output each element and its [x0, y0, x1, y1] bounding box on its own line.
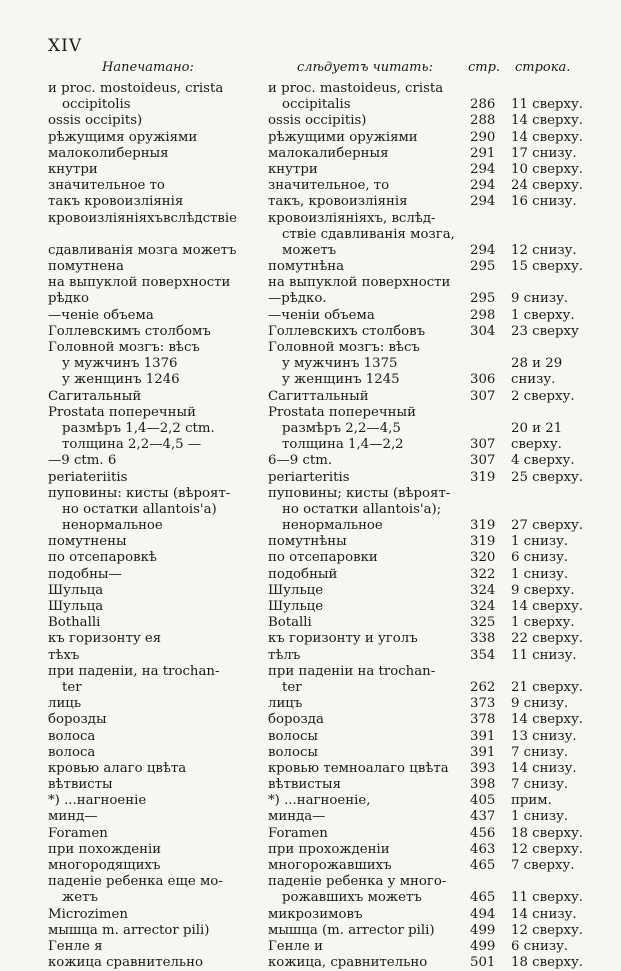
errata-row	[48, 567, 598, 583]
printed-text: лиць	[48, 696, 82, 712]
errata-row	[48, 291, 598, 307]
errata-row	[48, 162, 598, 178]
correct-text: рожавшихъ можетъ	[282, 890, 422, 906]
errata-row	[48, 680, 598, 696]
printed-text: пуповины: кисты (вѣроят-	[48, 485, 231, 501]
errata-row	[48, 842, 598, 858]
correct-text: мышца (m. arrector pili)	[268, 922, 435, 938]
correct-text: 6—9 ctm.	[268, 453, 333, 469]
correct-text: ненормальное	[282, 518, 383, 534]
printed-text: значительное то	[48, 178, 165, 194]
correct-text: Prostata поперечный	[268, 404, 416, 420]
correct-text: и proc. mastoideus, crista	[268, 81, 444, 96]
errata-row	[48, 502, 598, 518]
printed-text: паденіе ребенка еще мо-	[48, 874, 223, 890]
page-ref: 324	[470, 599, 496, 614]
page-ref: 398	[470, 777, 496, 793]
page-ref: 499	[470, 922, 496, 938]
errata-row	[48, 939, 598, 955]
line-ref: 9 снизу.	[511, 291, 569, 307]
page-ref: 262	[470, 679, 496, 695]
page-ref: 319	[470, 534, 496, 550]
correct-text: минда—	[268, 809, 326, 825]
errata-row	[48, 97, 598, 113]
page-ref: 338	[470, 631, 496, 647]
printed-text: ossis occipits)	[48, 113, 143, 129]
errata-row	[48, 518, 598, 534]
errata-row	[48, 631, 598, 647]
printed-text: минд—	[48, 809, 98, 825]
line-ref: 11 снизу.	[511, 647, 577, 663]
line-ref: 16 снизу.	[511, 194, 577, 210]
errata-row	[48, 858, 598, 874]
printed-text: occipitolis	[62, 97, 131, 113]
printed-text: *) ...нагноеніе	[48, 793, 147, 809]
errata-row	[48, 729, 598, 745]
line-ref: 24 сверху.	[511, 178, 584, 194]
page-ref: 325	[470, 615, 496, 631]
correct-text: periarteritis	[268, 469, 350, 485]
correct-text: микрозимовъ	[268, 906, 363, 922]
page-ref: 391	[470, 728, 496, 744]
correct-text: на выпуклой поверхности	[268, 275, 451, 291]
line-ref: 12 сверху.	[511, 922, 584, 938]
correct-text: кожица, сравнительно	[268, 955, 428, 971]
page-ref: 319	[470, 518, 496, 534]
correct-text: кнутри	[268, 161, 318, 177]
page-ref: 405	[470, 793, 496, 809]
printed-text: рѣдко	[48, 291, 90, 307]
printed-text: при похожденiи	[48, 841, 162, 857]
header-line: строка.	[515, 60, 571, 75]
errata-row	[48, 874, 598, 890]
printed-text: Генле я	[48, 938, 103, 954]
correct-text: многорожавшихъ	[268, 858, 392, 873]
line-ref: снизу.	[511, 372, 556, 388]
printed-text: малоколиберныя	[48, 145, 169, 161]
errata-row	[48, 955, 598, 971]
printed-text: помутнены	[48, 534, 127, 550]
line-ref: 20 и 21	[511, 420, 563, 436]
line-ref: 15 сверху.	[511, 259, 584, 275]
errata-row	[48, 372, 598, 388]
printed-text: Головной мозгъ: вѣсъ	[48, 340, 200, 355]
errata-row	[48, 421, 598, 437]
line-ref: 4 сверху.	[511, 453, 575, 469]
page-ref: 373	[470, 696, 496, 712]
correct-text: Сагиттальный	[268, 388, 369, 404]
correct-text: *) ...нагноеніе,	[268, 793, 371, 809]
errata-row	[48, 696, 598, 712]
errata-row	[48, 146, 598, 162]
line-ref: прим.	[511, 793, 552, 809]
line-ref: 1 сверху.	[511, 615, 575, 631]
page-ref: 465	[470, 890, 496, 906]
errata-row	[48, 664, 598, 680]
line-ref: 23 сверху	[511, 323, 579, 339]
page-ref: 307	[470, 453, 496, 469]
line-ref: 6 снизу.	[511, 938, 569, 954]
line-ref: 1 снизу.	[511, 566, 569, 582]
correct-text: occipitalis	[282, 97, 351, 113]
correct-text: —рѣдко.	[268, 291, 327, 307]
correct-text: кровью темноалаго цвѣта	[268, 760, 449, 776]
correct-text: волосы	[268, 728, 318, 744]
header-printed: Напечатано:	[102, 60, 194, 75]
errata-row	[48, 437, 598, 453]
line-ref: сверху.	[511, 437, 562, 453]
correct-text: размѣръ 2,2—4,5	[282, 420, 401, 436]
errata-row	[48, 130, 598, 146]
errata-row	[48, 923, 598, 939]
page-ref: 319	[470, 469, 496, 485]
printed-text: волоса	[48, 744, 96, 760]
printed-text: Шульца	[48, 599, 104, 614]
printed-text: подобны—	[48, 566, 122, 582]
errata-row	[48, 275, 598, 291]
line-ref: 14 снизу.	[511, 906, 577, 922]
correct-text: помутнѣны	[268, 534, 347, 550]
errata-row	[48, 550, 598, 566]
printed-text: кнутри	[48, 161, 98, 177]
line-ref: 9 сверху.	[511, 582, 575, 598]
page-ref: 294	[470, 161, 496, 177]
correct-text: Foramen	[268, 825, 328, 841]
line-ref: 14 сверху.	[511, 712, 584, 728]
correct-text: волосы	[268, 744, 318, 760]
printed-text: у мужчинъ 1376	[62, 356, 178, 372]
errata-row	[48, 259, 598, 275]
printed-text: къ горизонту ея	[48, 631, 162, 647]
errata-row	[48, 890, 598, 906]
page-ref: 295	[470, 259, 496, 275]
line-ref: 22 сверху.	[511, 631, 584, 647]
line-ref: 21 сверху.	[511, 679, 584, 695]
correct-text: Шульце	[268, 599, 324, 614]
printed-text: при паденiи, на trochan-	[48, 663, 220, 679]
page-number: XIV	[48, 36, 83, 56]
page-ref: 290	[470, 129, 496, 145]
correct-text: пуповины; кисты (вѣроят-	[268, 485, 451, 501]
errata-row	[48, 81, 598, 97]
correct-text: при прохожденiи	[268, 841, 390, 857]
page-ref: 286	[470, 97, 496, 113]
page-ref: 294	[470, 194, 496, 210]
page-ref: 307	[470, 437, 496, 453]
printed-text: Сагитальный	[48, 388, 142, 404]
printed-text: волоса	[48, 728, 96, 744]
errata-row	[48, 243, 598, 259]
printed-text: размѣръ 1,4—2,2 ctm.	[62, 420, 215, 436]
page-ref: 494	[470, 906, 496, 922]
errata-row	[48, 178, 598, 194]
line-ref: 28 и 29	[511, 356, 563, 372]
page-ref: 501	[470, 955, 496, 971]
correct-text: ossis occipitis)	[268, 113, 367, 129]
errata-row	[48, 113, 598, 129]
line-ref: 7 снизу.	[511, 777, 569, 793]
errata-row	[48, 599, 598, 615]
page-ref: 391	[470, 744, 496, 760]
printed-text: толщина 2,2—4,5 —	[62, 437, 202, 453]
printed-text: рѣжущимя оружіями	[48, 129, 198, 145]
errata-row	[48, 356, 598, 372]
line-ref: 17 снизу.	[511, 145, 577, 161]
page-ref: 291	[470, 145, 496, 161]
line-ref: 14 снизу.	[511, 760, 577, 776]
errata-row	[48, 389, 598, 405]
line-ref: 18 сверху.	[511, 825, 584, 841]
printed-text: кровью алаго цвѣта	[48, 760, 187, 776]
correct-text: борозда	[268, 712, 324, 728]
correct-text: паденіе ребенка у много-	[268, 874, 447, 890]
correct-text: кровоизлiянiяхъ, вслѣд-	[268, 210, 436, 226]
errata-row	[48, 211, 598, 227]
printed-text: и proc. mostoideus, crista	[48, 81, 224, 96]
printed-text: —9 ctm. 6	[48, 453, 117, 469]
page-ref: 295	[470, 291, 496, 307]
printed-text: многородящихъ	[48, 858, 161, 873]
correct-text: къ горизонту и уголъ	[268, 631, 418, 647]
printed-text: у женщинъ 1246	[62, 372, 180, 388]
errata-row	[48, 405, 598, 421]
line-ref: 2 сверху.	[511, 388, 575, 404]
column-headers	[48, 60, 593, 78]
printed-text: periateriitis	[48, 469, 128, 485]
page-ref: 463	[470, 841, 496, 857]
printed-text: Microzimen	[48, 906, 128, 922]
errata-row	[48, 340, 598, 356]
correct-text: но остатки allantois'a);	[282, 501, 442, 517]
line-ref: 13 снизу.	[511, 728, 577, 744]
correct-text: рѣжущими оружіями	[268, 129, 418, 145]
page-ref: 378	[470, 712, 496, 728]
page-ref: 393	[470, 760, 496, 776]
correct-text: значительное, то	[268, 178, 390, 194]
correct-text: Botalli	[268, 615, 312, 631]
correct-text: ter	[282, 679, 302, 695]
printed-text: жетъ	[62, 890, 98, 906]
line-ref: 7 сверху.	[511, 858, 575, 873]
line-ref: 1 снизу.	[511, 534, 569, 550]
page-ref: 465	[470, 858, 496, 873]
printed-text: —ченіе объема	[48, 307, 154, 323]
errata-row	[48, 486, 598, 502]
correct-text: Генле и	[268, 938, 323, 954]
printed-text: но остатки allantois'a)	[62, 501, 217, 517]
line-ref: 14 сверху.	[511, 113, 584, 129]
errata-row	[48, 793, 598, 809]
correct-text: у мужчинъ 1375	[282, 356, 398, 372]
printed-text: на выпуклой поверхности	[48, 275, 231, 291]
errata-row	[48, 615, 598, 631]
correct-text: Шульце	[268, 582, 324, 598]
header-page: стр.	[468, 60, 501, 75]
line-ref: 14 сверху.	[511, 129, 584, 145]
correct-text: вѣтвистыя	[268, 777, 341, 793]
line-ref: 12 снизу.	[511, 242, 577, 258]
printed-text: сдавливанія мозга можетъ	[48, 242, 237, 258]
correct-text: помутнѣна	[268, 259, 345, 275]
errata-row	[48, 194, 598, 210]
printed-text: помутнена	[48, 259, 124, 275]
errata-row	[48, 453, 598, 469]
line-ref: 11 сверху.	[511, 97, 584, 113]
correct-text: ствіе сдавливанія мозга,	[282, 226, 455, 242]
page-ref: 322	[470, 566, 496, 582]
errata-row	[48, 470, 598, 486]
errata-row	[48, 308, 598, 324]
errata-row	[48, 826, 598, 842]
printed-text: Bothalli	[48, 615, 101, 631]
page-ref: 456	[470, 825, 496, 841]
line-ref: 9 снизу.	[511, 696, 569, 712]
line-ref: 12 сверху.	[511, 841, 584, 857]
page-ref: 294	[470, 178, 496, 194]
page-ref: 298	[470, 307, 496, 323]
line-ref: 6 снизу.	[511, 550, 569, 566]
page-ref: 288	[470, 113, 496, 129]
correct-text: тѣлъ	[268, 647, 301, 663]
correct-text: у женщинъ 1245	[282, 372, 400, 388]
page-ref: 437	[470, 809, 496, 825]
correct-text: можетъ	[282, 242, 337, 258]
correct-text: —ченiи объема	[268, 307, 375, 323]
errata-row	[48, 745, 598, 761]
printed-text: вѣтвисты	[48, 777, 113, 793]
line-ref: 7 снизу.	[511, 744, 569, 760]
errata-row	[48, 712, 598, 728]
line-ref: 11 сверху.	[511, 890, 584, 906]
errata-table	[48, 81, 598, 971]
line-ref: 27 сверху.	[511, 518, 584, 534]
errata-row	[48, 227, 598, 243]
correct-text: лицъ	[268, 696, 303, 712]
printed-text: борозды	[48, 712, 107, 728]
page-ref: 306	[470, 372, 496, 388]
printed-text: по отсепаровкѣ	[48, 550, 157, 566]
header-read: слѣдуетъ читать:	[297, 60, 433, 75]
printed-text: ненормальное	[62, 518, 163, 534]
correct-text: Головной мозгъ: вѣсъ	[268, 340, 420, 355]
printed-text: мышца m. arrector pili)	[48, 922, 210, 938]
page-ref: 294	[470, 242, 496, 258]
correct-text: толщина 1,4—2,2	[282, 437, 404, 453]
correct-text: Голлевскихъ столбовъ	[268, 323, 426, 339]
errata-row	[48, 648, 598, 664]
errata-row	[48, 324, 598, 340]
errata-row	[48, 809, 598, 825]
correct-text: подобный	[268, 566, 338, 582]
errata-row	[48, 777, 598, 793]
correct-text: такъ, кровоизлiянiя	[268, 194, 408, 210]
line-ref: 18 сверху.	[511, 955, 584, 971]
printed-text: такъ кровоизлiянiя	[48, 194, 184, 210]
errata-row	[48, 761, 598, 777]
printed-text: Foramen	[48, 825, 108, 841]
correct-text: по отсепаровки	[268, 550, 378, 566]
page-ref: 307	[470, 388, 496, 404]
correct-text: малокалиберныя	[268, 145, 389, 161]
printed-text: Голлевскимъ столбомъ	[48, 323, 211, 339]
printed-text: Шульца	[48, 582, 104, 598]
page-ref: 499	[470, 938, 496, 954]
errata-row	[48, 534, 598, 550]
page-ref: 324	[470, 582, 496, 598]
printed-text: тѣхъ	[48, 647, 80, 663]
printed-text: кровоизлiянiяхъвслѣдствіе	[48, 210, 237, 226]
errata-row	[48, 907, 598, 923]
correct-text: при паденiи на trochan-	[268, 663, 436, 679]
printed-text: кожица сравнительно	[48, 955, 203, 971]
errata-row	[48, 583, 598, 599]
page-ref: 320	[470, 550, 496, 566]
line-ref: 25 сверху.	[511, 469, 584, 485]
line-ref: 1 сверху.	[511, 307, 575, 323]
page-ref: 354	[470, 647, 496, 663]
line-ref: 1 снизу.	[511, 809, 569, 825]
printed-text: ter	[62, 679, 82, 695]
line-ref: 10 сверху.	[511, 161, 584, 177]
printed-text: Prostata поперечный	[48, 404, 196, 420]
line-ref: 14 сверху.	[511, 599, 584, 614]
page-ref: 304	[470, 323, 496, 339]
